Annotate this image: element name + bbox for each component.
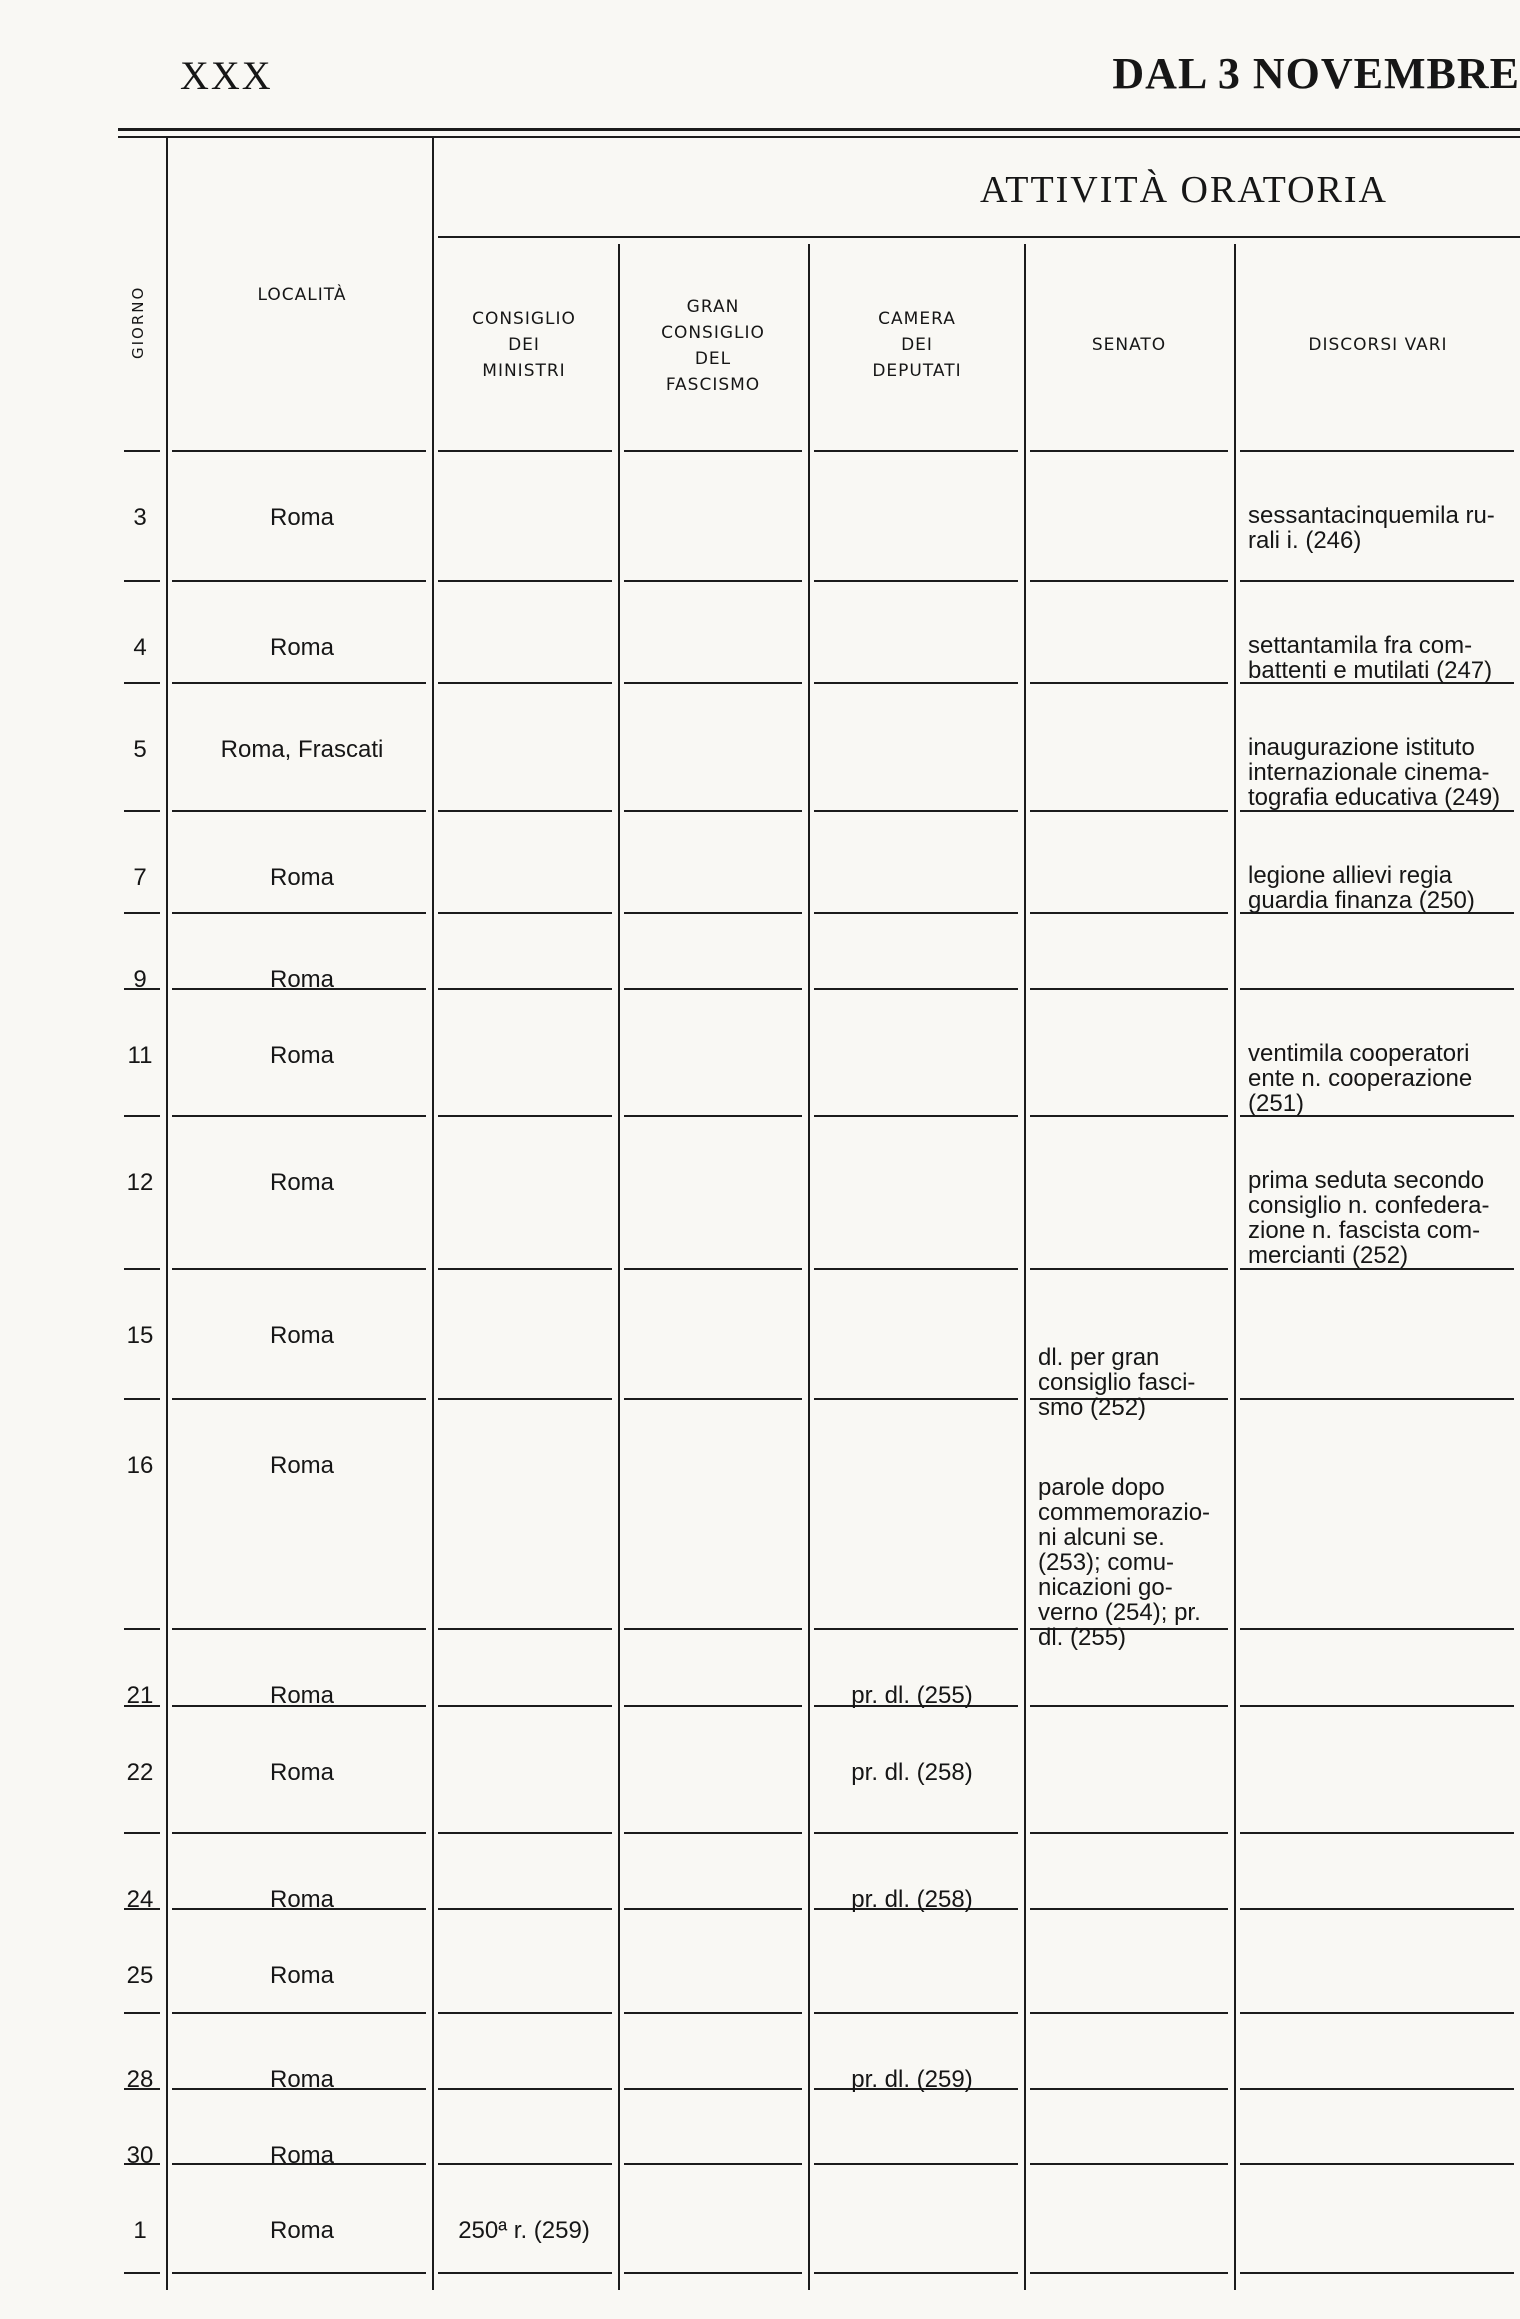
day-cell: 11 bbox=[127, 1042, 153, 1069]
row-rule bbox=[1240, 450, 1514, 452]
row-rule bbox=[814, 988, 1018, 990]
row-rule bbox=[124, 2272, 160, 2274]
page-number: XXX bbox=[180, 53, 273, 98]
row-rule bbox=[624, 1705, 802, 1707]
consiglio-cell: 250ª r. (259) bbox=[458, 2217, 590, 2244]
location-cell: Roma bbox=[269, 2217, 335, 2244]
row-rule bbox=[814, 810, 1018, 812]
location-cell: Roma bbox=[269, 1962, 335, 1989]
row-rule bbox=[814, 450, 1018, 452]
column-divider bbox=[618, 244, 620, 2290]
location-cell: Roma bbox=[269, 634, 335, 661]
row-rule bbox=[124, 1268, 160, 1270]
location-cell: Roma bbox=[269, 1322, 335, 1349]
row-rule bbox=[1030, 912, 1228, 914]
discorsi-cell: inaugurazione istituto internazionale cinema- tografia educativa (249) bbox=[1248, 734, 1501, 811]
row-rule bbox=[1030, 810, 1228, 812]
row-rule bbox=[624, 2012, 802, 2014]
row-rule bbox=[124, 450, 160, 452]
row-rule bbox=[438, 682, 612, 684]
top-rule-secondary bbox=[118, 136, 1520, 138]
day-cell: 1 bbox=[133, 2217, 147, 2244]
row-rule bbox=[1030, 2272, 1228, 2274]
discorsi-cell: settantamila fra com- battenti e mutilati (247) bbox=[1248, 632, 1493, 684]
camera-cell: pr. dl. (258) bbox=[851, 1886, 973, 1913]
column-divider bbox=[166, 138, 168, 2290]
row-rule bbox=[172, 580, 426, 582]
row-rule bbox=[1240, 1832, 1514, 1834]
row-rule bbox=[1240, 1398, 1514, 1400]
row-rule bbox=[814, 1115, 1018, 1117]
row-rule bbox=[172, 450, 426, 452]
row-rule bbox=[172, 1115, 426, 1117]
day-cell: 4 bbox=[133, 634, 147, 661]
row-rule bbox=[624, 2088, 802, 2090]
row-rule bbox=[124, 810, 160, 812]
row-rule bbox=[438, 2012, 612, 2014]
row-rule bbox=[438, 912, 612, 914]
row-rule bbox=[438, 810, 612, 812]
day-cell: 30 bbox=[126, 2142, 154, 2169]
row-rule bbox=[438, 1908, 612, 1910]
row-rule bbox=[624, 810, 802, 812]
row-rule bbox=[1030, 682, 1228, 684]
row-rule bbox=[1030, 2012, 1228, 2014]
header-camera-deputati: CAMERA DEI DEPUTATI bbox=[872, 309, 962, 381]
row-rule bbox=[624, 1398, 802, 1400]
row-rule bbox=[624, 2272, 802, 2274]
day-cell: 28 bbox=[126, 2066, 154, 2093]
row-rule bbox=[1030, 1268, 1228, 1270]
row-rule bbox=[172, 810, 426, 812]
row-rule bbox=[124, 1832, 160, 1834]
row-rule bbox=[438, 1832, 612, 1834]
day-cell: 21 bbox=[126, 1682, 154, 1709]
row-rule bbox=[624, 1832, 802, 1834]
location-cell: Roma bbox=[269, 1759, 335, 1786]
discorsi-cell: prima seduta secondo consiglio n. confedera- zione n. fascista com- mercianti (252) bbox=[1248, 1167, 1490, 1269]
row-rule bbox=[624, 450, 802, 452]
row-rule bbox=[1030, 1832, 1228, 1834]
row-rule bbox=[124, 1398, 160, 1400]
row-rule bbox=[438, 2272, 612, 2274]
row-rule bbox=[1240, 580, 1514, 582]
location-cell: Roma bbox=[269, 2066, 335, 2093]
row-rule bbox=[624, 1115, 802, 1117]
discorsi-cell: sessantacinquemila ru- rali i. (246) bbox=[1248, 502, 1495, 554]
row-rule bbox=[814, 2272, 1018, 2274]
header-localita: LOCALITÀ bbox=[257, 285, 347, 305]
row-rule bbox=[1240, 1908, 1514, 1910]
row-rule bbox=[814, 1268, 1018, 1270]
header-giorno: GIORNO bbox=[129, 285, 147, 359]
row-rule bbox=[124, 2012, 160, 2014]
row-rule bbox=[814, 682, 1018, 684]
row-rule bbox=[624, 1268, 802, 1270]
row-rule bbox=[172, 2012, 426, 2014]
location-cell: Roma bbox=[269, 1042, 335, 1069]
row-rule bbox=[814, 2163, 1018, 2165]
day-cell: 12 bbox=[126, 1169, 154, 1196]
row-rule bbox=[624, 1908, 802, 1910]
row-rule bbox=[814, 1628, 1018, 1630]
discorsi-cell: ventimila cooperatori ente n. cooperazione (251) bbox=[1248, 1040, 1473, 1117]
row-rule bbox=[438, 580, 612, 582]
title-rule bbox=[438, 236, 1520, 238]
row-rule bbox=[438, 1115, 612, 1117]
row-rule bbox=[438, 1398, 612, 1400]
row-rule bbox=[438, 2163, 612, 2165]
header-consiglio-ministri: CONSIGLIO DEI MINISTRI bbox=[472, 309, 576, 381]
row-rule bbox=[438, 1705, 612, 1707]
row-rule bbox=[438, 1628, 612, 1630]
camera-cell: pr. dl. (255) bbox=[851, 1682, 973, 1709]
row-rule bbox=[1030, 2088, 1228, 2090]
day-cell: 25 bbox=[126, 1962, 154, 1989]
row-rule bbox=[1030, 1705, 1228, 1707]
row-rule bbox=[124, 912, 160, 914]
location-cell: Roma, Frascati bbox=[220, 736, 384, 763]
location-cell: Roma bbox=[269, 1682, 335, 1709]
row-rule bbox=[814, 912, 1018, 914]
day-cell: 7 bbox=[133, 864, 147, 891]
row-rule bbox=[814, 2012, 1018, 2014]
column-divider bbox=[1024, 244, 1026, 2290]
day-cell: 24 bbox=[126, 1886, 154, 1913]
row-rule bbox=[124, 580, 160, 582]
column-divider bbox=[808, 244, 810, 2290]
row-rule bbox=[814, 1832, 1018, 1834]
camera-cell: pr. dl. (258) bbox=[851, 1759, 973, 1786]
row-rule bbox=[1030, 1115, 1228, 1117]
location-cell: Roma bbox=[269, 864, 335, 891]
row-rule bbox=[1240, 2163, 1514, 2165]
day-cell: 9 bbox=[133, 966, 147, 993]
row-rule bbox=[1240, 2012, 1514, 2014]
row-rule bbox=[1030, 988, 1228, 990]
column-divider bbox=[432, 138, 434, 2290]
running-title: DAL 3 NOVEMBRE bbox=[1112, 49, 1520, 98]
row-rule bbox=[1240, 2088, 1514, 2090]
location-cell: Roma bbox=[269, 1886, 335, 1913]
row-rule bbox=[624, 912, 802, 914]
row-rule bbox=[438, 1268, 612, 1270]
row-rule bbox=[124, 682, 160, 684]
row-rule bbox=[1030, 580, 1228, 582]
row-rule bbox=[624, 1628, 802, 1630]
row-rule bbox=[624, 2163, 802, 2165]
row-rule bbox=[1240, 988, 1514, 990]
senato-cell: parole dopo commemorazio- ni alcuni se. (253); comu- nicazioni go- verno (254); pr. dl. (255) bbox=[1038, 1474, 1211, 1651]
row-rule bbox=[1240, 1705, 1514, 1707]
table-title: ATTIVITÀ ORATORIA bbox=[980, 169, 1388, 211]
location-cell: Roma bbox=[269, 966, 335, 993]
row-rule bbox=[624, 580, 802, 582]
day-cell: 22 bbox=[126, 1759, 154, 1786]
row-rule bbox=[624, 682, 802, 684]
column-divider bbox=[1234, 244, 1236, 2290]
day-cell: 16 bbox=[126, 1452, 154, 1479]
row-rule bbox=[814, 1398, 1018, 1400]
row-rule bbox=[438, 450, 612, 452]
row-rule bbox=[814, 580, 1018, 582]
row-rule bbox=[1030, 1908, 1228, 1910]
location-cell: Roma bbox=[269, 2142, 335, 2169]
row-rule bbox=[172, 682, 426, 684]
senato-cell: dl. per gran consiglio fasci- smo (252) bbox=[1038, 1344, 1196, 1421]
header-gran-consiglio: GRAN CONSIGLIO DEL FASCISMO bbox=[661, 297, 765, 395]
discorsi-cell: legione allievi regia guardia finanza (250) bbox=[1248, 862, 1475, 914]
header-senato: SENATO bbox=[1091, 335, 1167, 355]
row-rule bbox=[172, 1628, 426, 1630]
row-rule bbox=[172, 1398, 426, 1400]
row-rule bbox=[1240, 2272, 1514, 2274]
row-rule bbox=[172, 912, 426, 914]
top-rule bbox=[118, 128, 1520, 131]
day-cell: 3 bbox=[133, 504, 147, 531]
location-cell: Roma bbox=[269, 504, 335, 531]
camera-cell: pr. dl. (259) bbox=[851, 2066, 973, 2093]
row-rule bbox=[124, 1628, 160, 1630]
row-rule bbox=[438, 988, 612, 990]
row-rule bbox=[438, 2088, 612, 2090]
row-rule bbox=[172, 1268, 426, 1270]
header-discorsi-vari: DISCORSI VARI bbox=[1308, 335, 1448, 355]
row-rule bbox=[172, 2272, 426, 2274]
row-rule bbox=[172, 1832, 426, 1834]
location-cell: Roma bbox=[269, 1169, 335, 1196]
row-rule bbox=[1030, 450, 1228, 452]
row-rule bbox=[624, 988, 802, 990]
row-rule bbox=[1240, 1628, 1514, 1630]
day-cell: 5 bbox=[133, 736, 147, 763]
row-rule bbox=[124, 1115, 160, 1117]
day-cell: 15 bbox=[126, 1322, 154, 1349]
row-rule bbox=[1030, 2163, 1228, 2165]
location-cell: Roma bbox=[269, 1452, 335, 1479]
